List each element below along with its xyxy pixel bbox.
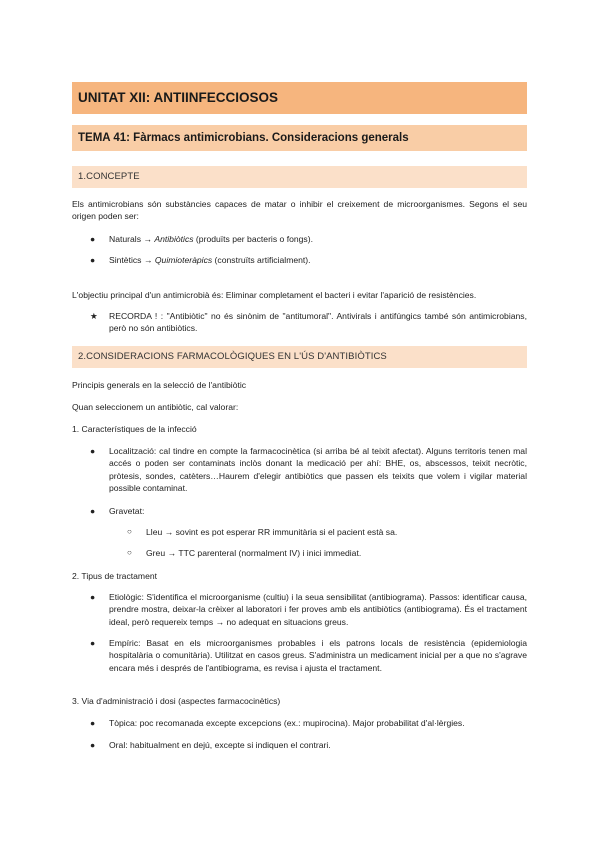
subsection-treatment: 2. Tipus de tractament: [72, 571, 158, 581]
topic-title: TEMA 41: Fàrmacs antimicrobians. Consideracions generals: [72, 125, 527, 151]
bullet-dot-icon: ●: [90, 446, 96, 456]
severity-severe: Greu → TTC parenteral (normalment IV) i inici immediat.: [146, 548, 362, 558]
subsection-infection: 1. Característiques de la infecció: [72, 424, 197, 434]
bullet-dot-icon: ●: [90, 506, 96, 516]
bullet-dot-icon: ●: [90, 638, 96, 648]
unit-title: UNITAT XII: ANTIINFECCIOSOS: [72, 82, 527, 114]
bullet-dot-icon: ●: [90, 718, 96, 728]
bullet-dot-icon: ●: [90, 255, 96, 265]
concept-intro: Els antimicrobians són substàncies capaces de matar o inhibir el creixement de microorganismes. Segons el seu origen poden ser:: [72, 199, 527, 222]
list-item-natural: Naturals → Antibiòtics (produïts per bacteris o fongs).: [109, 234, 313, 244]
severity-mild: Lleu → sovint es pot esperar RR immunitària si el pacient està sa.: [146, 527, 398, 537]
section-heading-concept: 1.CONCEPTE: [72, 166, 527, 188]
bullet-dot-icon: ●: [90, 592, 96, 602]
star-icon: ★: [90, 311, 98, 321]
principles-title: Principis generals en la selecció de l'antibiòtic: [72, 380, 247, 390]
severity-label: Gravetat:: [109, 506, 145, 516]
topical-text: Tòpica: poc recomanada excepte excepcions (ex.: mupirocina). Major probabilitat d'al·lèrgies.: [109, 718, 465, 728]
bullet-dot-icon: ●: [90, 740, 96, 750]
subsection-administration: 3. Via d'administració i dosi (aspectes farmacocinètics): [72, 696, 281, 706]
oral-text: Oral: habitualment en dejú, excepte si indiquen el contrari.: [109, 740, 331, 750]
bullet-circle-icon: ○: [127, 548, 132, 557]
remember-note: RECORDA ! : "Antibiòtic" no és sinònim de "antitumoral". Antivirals i antifúngics també són antimicrobians, però no són antibiòtics.: [109, 311, 527, 334]
localization-text: Localització: cal tindre en compte la farmacocinètica (si arriba bé al teixit afectat). Alguns territoris tenen mal accés o poden ser contaminats inclòs donant la medicació per ahí: BHE, os, abscessos, teixit necròtic, pròtesis, sondes, catèters…Haurem d'elegir antibiòtics que passen els teixits que volem i vigilar material possible contaminat.: [109, 446, 527, 493]
list-item-synthetic: Sintètics → Quimioteràpics (construïts artificialment).: [109, 255, 311, 265]
empiric-text: Empíric: Basat en els microorganismes probables i els patrons locals de resistència (epidemiologia hospitalària o comunitària). Utilitzat en casos greus. S'administra un medicament inicial per a que no s'agrave encara més i després de l'antibiograma, es revisa i ajusta el tractament.: [109, 638, 527, 673]
objective-text: L'objectiu principal d'un antimicrobià és: Eliminar completament el bacteri i evitar l'aparició de resistències.: [72, 290, 477, 300]
assess-text: Quan seleccionem un antibiòtic, cal valorar:: [72, 402, 239, 412]
bullet-circle-icon: ○: [127, 527, 132, 536]
etiologic-text: Etiològic: S'identifica el microorganisme (cultiu) i la seua sensibilitat (antibiograma). Passos: identificar causa, prendre mostra, deixar-la crèixer al laboratori i fer proves amb els antibiòtics (antibiograma). És el tractament ideal, però requereix temps → no adequat en situacions greus.: [109, 592, 527, 627]
section-heading-pharmacological: 2.CONSIDERACIONS FARMACOLÒGIQUES EN L'ÚS D'ANTIBIÒTICS: [72, 346, 527, 368]
bullet-dot-icon: ●: [90, 234, 96, 244]
